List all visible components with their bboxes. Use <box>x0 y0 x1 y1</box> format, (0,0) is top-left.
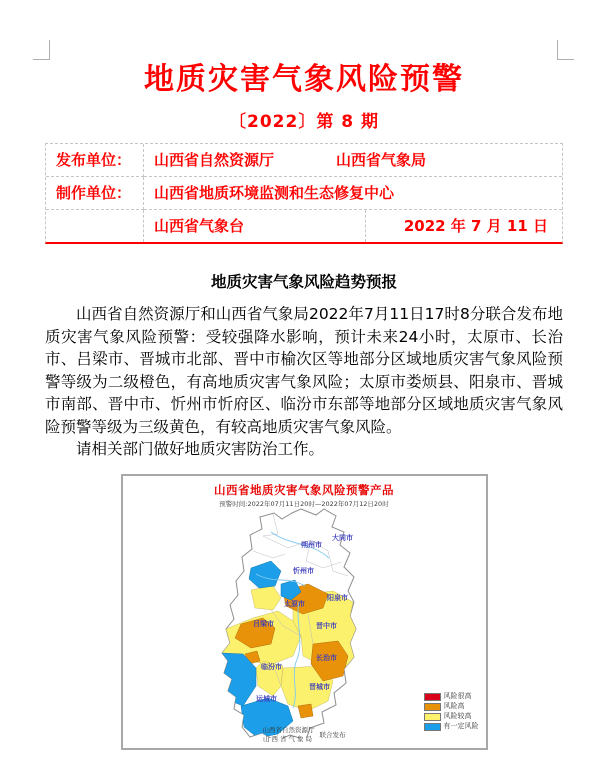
city-label-changzhi: 长治市 <box>315 653 337 662</box>
org-line-2: 山西省气象局 <box>263 734 314 743</box>
issue-date: 2022 年 7 月 11 日 <box>403 217 548 235</box>
legend-swatch-red <box>424 693 441 701</box>
city-label-taiyuan: 太原市 <box>283 599 305 608</box>
map-footer <box>123 726 486 744</box>
legend-swatch-yellow <box>424 713 441 721</box>
legend-label: 风险较高 <box>443 712 472 720</box>
map-title: 山西省地质灾害气象风险预警产品 <box>214 482 394 497</box>
city-label-lvliang: 吕梁市 <box>252 619 274 628</box>
legend-row-very-high <box>424 693 479 701</box>
publisher-org-a: 山西省自然资源厅 <box>154 151 275 169</box>
city-label-yuncheng: 运城市 <box>255 694 277 703</box>
empty-label-cell <box>46 210 144 242</box>
forecast-paragraph-2: 请相关部门做好地质灾害防治工作。 <box>76 440 325 458</box>
city-label-linfen: 临汾市 <box>260 662 282 671</box>
document-title: 地质灾害气象风险预警 <box>144 62 464 97</box>
producer-value: 山西省地质环境监测和生态修复中心 <box>144 177 562 210</box>
forecast-paragraph-1: 山西省自然资源厅和山西省气象局2022年7月11日17时8分联合发布地质灾害气象风险预警：受较强降水影响，预计未来24小时，太原市、长治市、吕梁市、晋城市北部、晋中市榆次区等地部分区域地质灾害气象风险预警等级为二级橙色，有高地质灾害气象风险；太原市娄烦县、阳泉市、晋城市南部、晋中市、忻州市忻府区、临汾市东部等地部分区域地质灾害气象风险预警等级为三级黄色，有较高地质灾害气象风险。 <box>45 305 563 436</box>
city-label-xinzhou: 忻州市 <box>292 566 314 575</box>
publisher-value <box>144 144 562 177</box>
publisher-label: 发布单位： <box>46 144 144 177</box>
document-body <box>45 62 563 750</box>
city-label-datong: 大同市 <box>331 533 353 542</box>
city-label-yangquan: 阳泉市 <box>326 593 348 602</box>
margin-crop-mark-top-right <box>557 40 574 60</box>
issue-number: 〔2022〕第 8 期 <box>229 112 379 132</box>
risk-map-figure <box>121 474 488 750</box>
publisher-org-b: 山西省气象局 <box>336 151 427 169</box>
legend-label: 有一定风险 <box>443 722 479 730</box>
header-info-table <box>45 143 563 244</box>
legend-label: 风险很高 <box>443 692 472 700</box>
forecast-heading: 地质灾害气象风险趋势预报 <box>210 273 397 291</box>
city-label-jincheng: 晋城市 <box>308 682 330 691</box>
risk-zone-orange <box>298 704 313 718</box>
producer-label: 制作单位： <box>46 177 144 210</box>
city-label-jinzhong: 晋中市 <box>315 621 337 630</box>
org-line-1: 山西省自然资源厅 <box>262 725 315 734</box>
legend-row-high <box>424 703 479 711</box>
margin-crop-mark-top-left <box>33 40 50 60</box>
observatory-value: 山西省气象台 <box>144 210 366 242</box>
legend-swatch-orange <box>424 703 441 711</box>
map-legend <box>424 691 479 731</box>
map-warning-period: 预警时间:2022年07月11日20时—2022年07月12日20时 <box>219 499 389 508</box>
issuing-orgs <box>263 726 315 744</box>
city-label-shuozhou: 朔州市 <box>300 540 322 549</box>
joint-issue-text: 联合发布 <box>319 731 346 740</box>
legend-label: 风险高 <box>443 702 465 710</box>
legend-row-medium <box>424 713 479 721</box>
